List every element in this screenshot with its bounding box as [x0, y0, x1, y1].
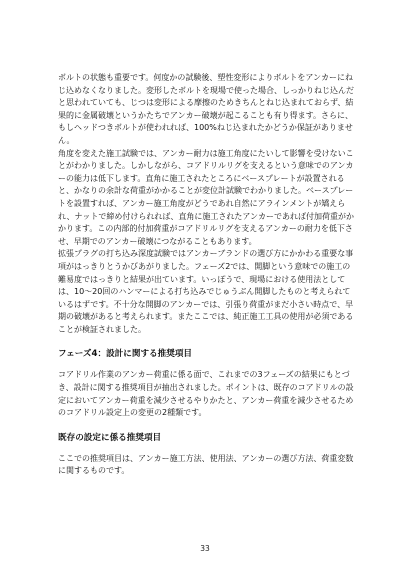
page-number: 33 [200, 544, 210, 553]
paragraph-plug-depth: 拡張プラグの打ち込み深度試験ではアンカーブランドの選び方にかかわる重要な事項がはっきりとうかびあがりました。フェーズ2では、開脚という意味での施工の難易度ではっきりと結果が出ています。いっぽうで、現場における使用法としては、10～20回のハンマーによる打ち込みでじゅうぶん開脚したものと考えられているはずです。不十分な開脚のアンカーでは、引張り荷重がまだ小さい時点で、早期の破壊があると考えられます。またここでは、純正施工工具の使用が必須であることが検証されました。 [58, 249, 354, 334]
paragraph-design-recommendations: コアドリル作業のアンカー荷重に係る面で、これまでの3フェーズの結果にもとづき、設計に関する推奨項目が抽出されました。ポイントは、既存のコアドリルの設定においてアンカー荷重を減少させるやりかたと、アンカー荷重を減少させるためのコアドリル設定上の変更の2種類です。 [58, 370, 354, 418]
section-heading-phase4: フェーズ4：設計に関する推奨項目 [58, 349, 193, 360]
paragraph-bolt-condition: ボルトの状態も重要です。何度かの試験後、塑性変形によりボルトをアンカーにねじ込めなくなりました。変形したボルトを現場で使った場合、しっかりねじ込んだと思われていても、じつは変形による摩擦のためきちんとねじ込まれておらず、結果的に金属破壊というかたちでアンカー破壊が起こることも有り得ます。さらに、もしヘッドつきボルトが使われれば、100%ねじ込まれたかどうか保証がありません。 [58, 73, 354, 145]
paragraph-recommendation-scope: ここでの推奨項目は、アンカー施工方法、使用法、アンカーの選び方法、荷重変数に関するものです。 [58, 453, 354, 476]
section-heading-existing-settings: 既存の設定に係る推奨項目 [58, 432, 162, 443]
paragraph-installation-angle: 角度を変えた施工試験では、アンカー耐力は施工角度にたいして影響を受けないことがわかりました。しかしながら、コアドリルリグを支えるという意味でのアンカーの能力は低下します。直角に施工されたところにベースプレートが設置されると、かなりの余計な荷重がかかることが変位計試験でわかりました。ベースプレートを設置すれば、アンカー施工角度がどうであれ自然にアラインメントが矯えられ、ナットで締め付けられれば、直角に施工されたアンカーであれば付加荷重がかかります。この内部的付加荷重がコアドリルリグを支えるアンカーの耐力を低下させ、早期でのアンカー破壊につながることもあります。 [58, 148, 354, 246]
page-body [58, 72, 358, 478]
